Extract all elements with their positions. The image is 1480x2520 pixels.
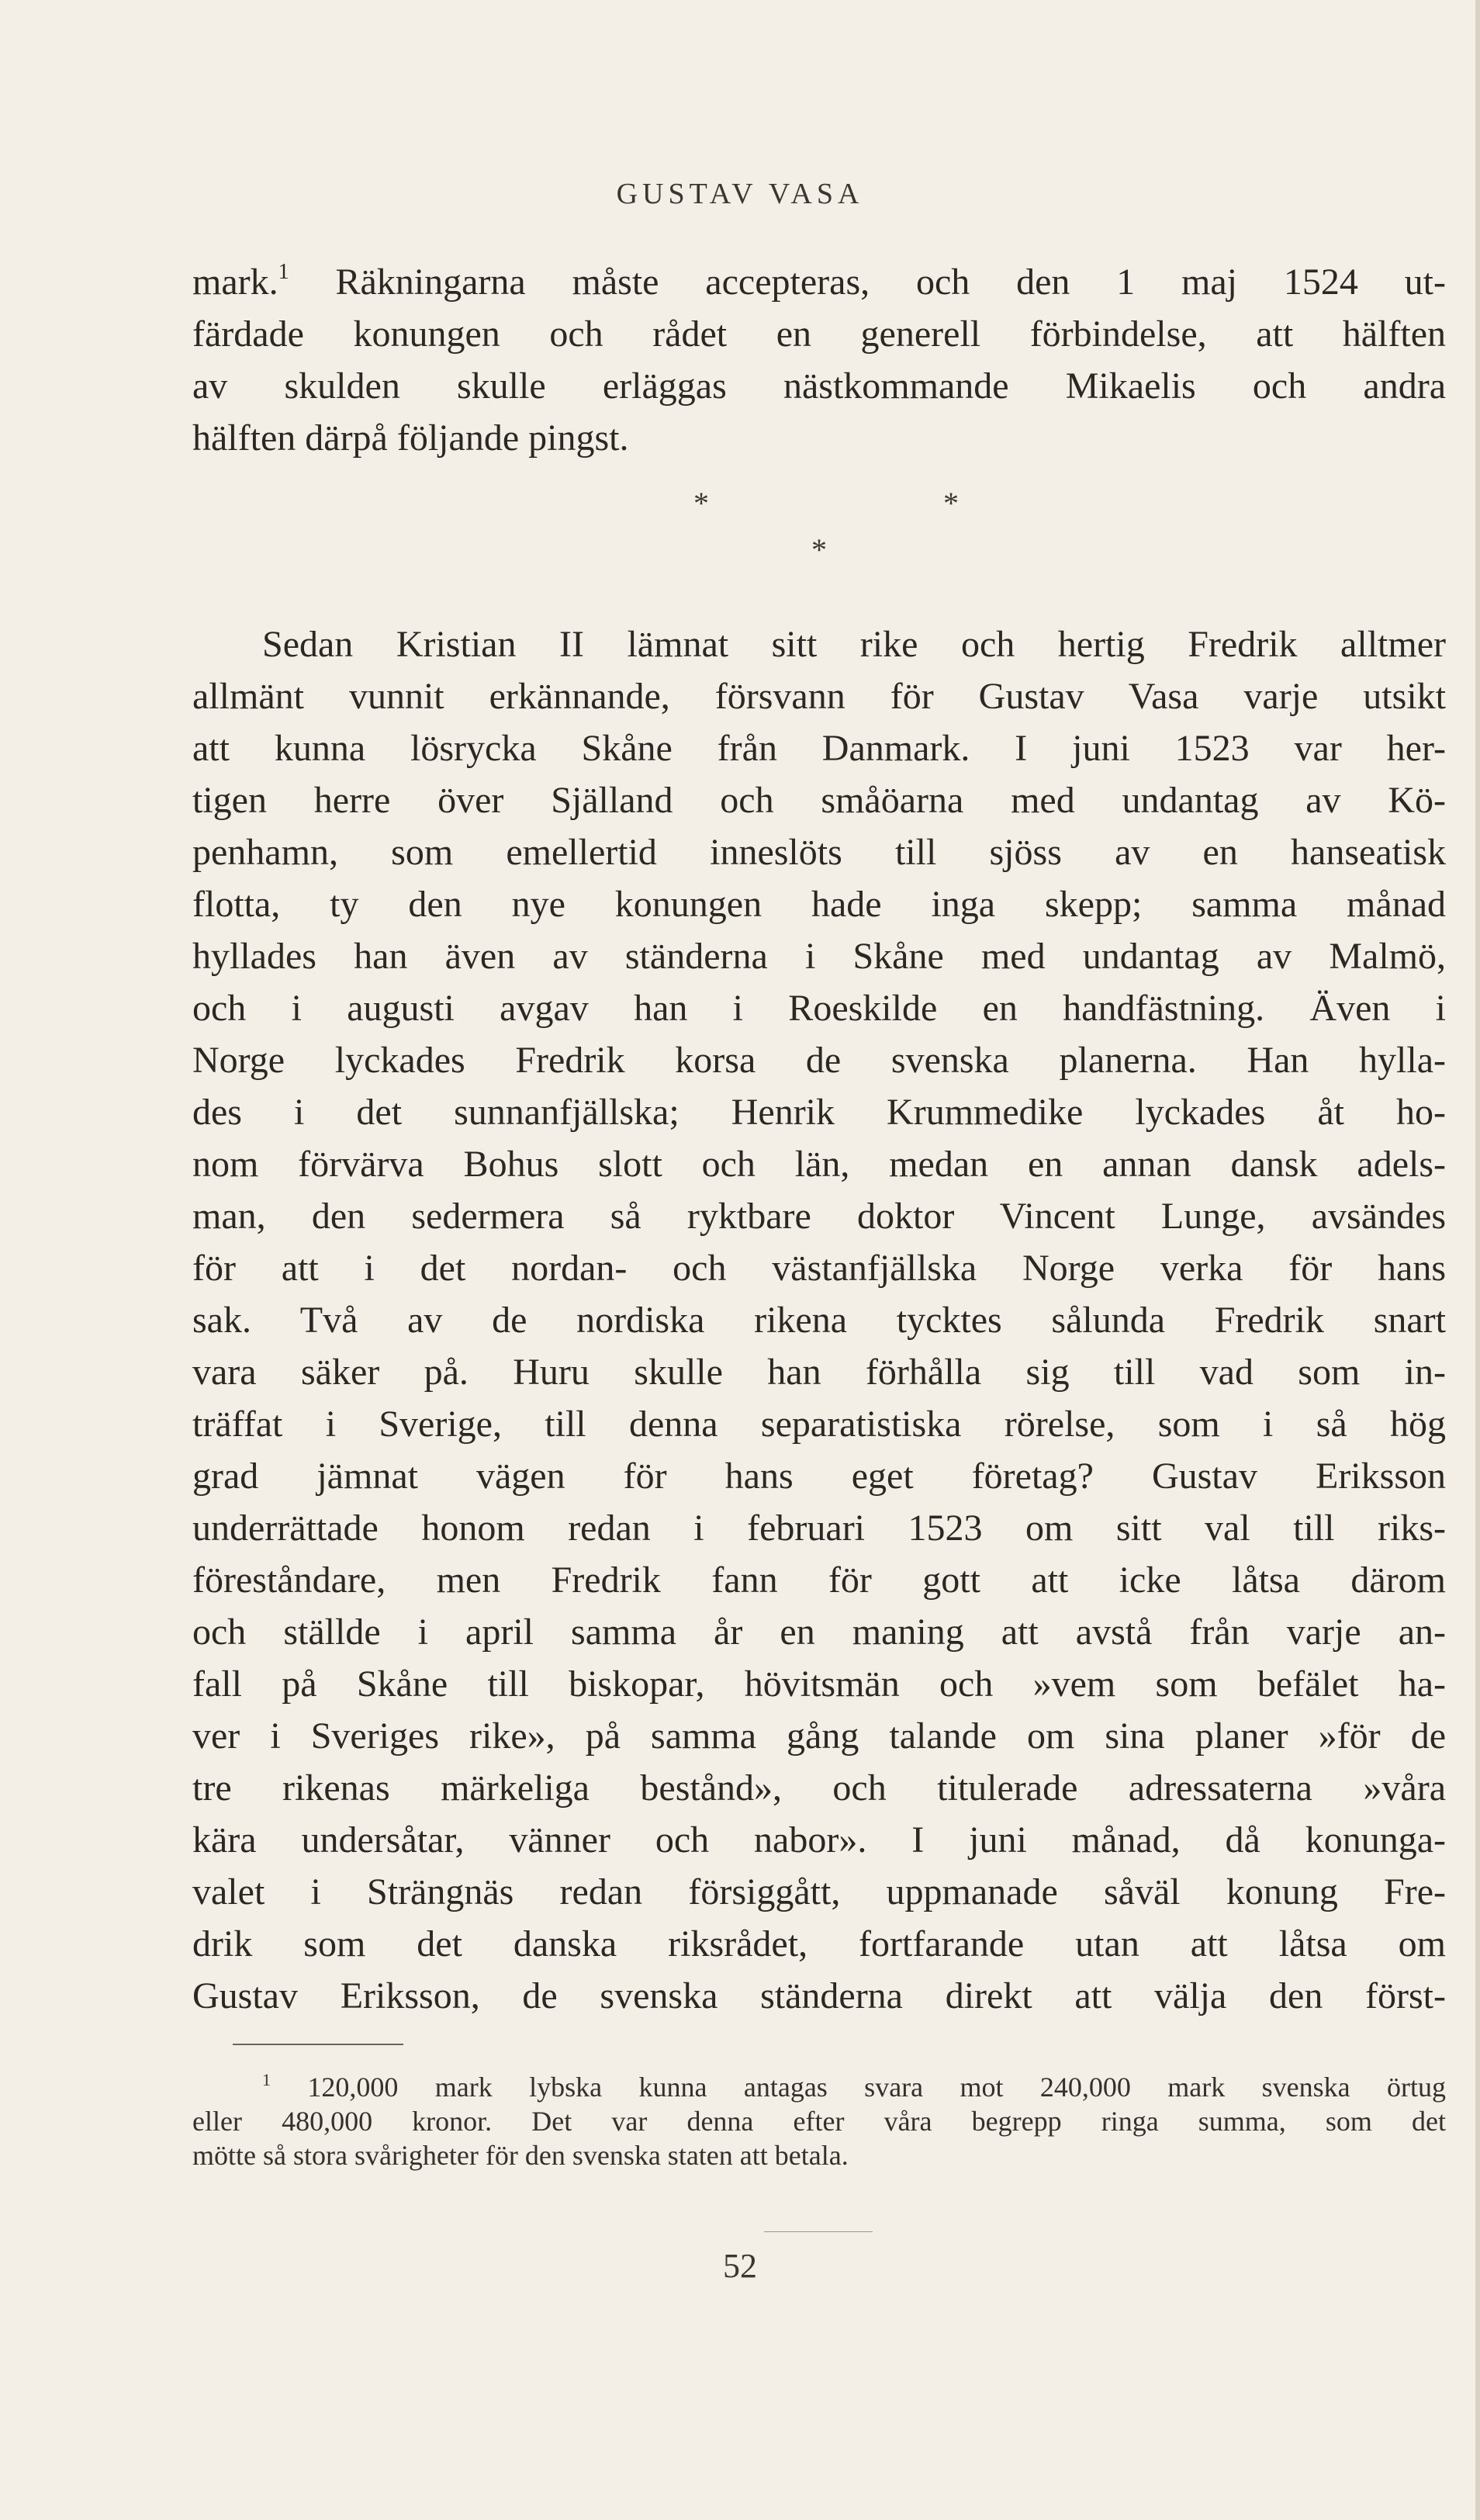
text-line: nom förvärva Bohus slott och län, medan en annan dansk adels-: [192, 1144, 1446, 1185]
text-line: hälften därpå följande pingst.: [192, 417, 629, 459]
running-head: GUSTAV VASA: [616, 178, 864, 210]
text-line: mark.$^1$ Räkningarna måste accepteras, och den 1 maj 1524 ut-: [192, 260, 1446, 303]
text-line: valet i Strängnäs redan försiggått, uppmanade såväl konung Fre-: [192, 1871, 1446, 1912]
text-line: allmänt vunnit erkännande, försvann för Gustav Vasa varje utsikt: [192, 676, 1446, 717]
text-line: Sedan Kristian II lämnat sitt rike och hertig Fredrik alltmer: [262, 624, 1446, 665]
text-line: föreståndare, men Fredrik fann för gott att icke låtsa därom: [192, 1559, 1446, 1601]
text-line: flotta, ty den nye konungen hade inga skepp; samma månad: [192, 884, 1446, 925]
page-edge: [1475, 0, 1480, 2520]
footnote-rule: [233, 2044, 403, 2045]
asterisk: *: [693, 486, 709, 521]
text-line: hyllades han även av ständerna i Skåne med undantag av Malmö,: [192, 936, 1446, 977]
text-line: tre rikenas märkeliga bestånd», och titulerade adressaterna »våra: [192, 1767, 1446, 1809]
paragraph-1: [192, 256, 1446, 464]
text-line: Norge lyckades Fredrik korsa de svenska planerna. Han hylla-: [192, 1040, 1446, 1081]
folio-rule: [764, 2231, 873, 2232]
footnote-line: mötte så stora svårigheter för den svenska staten att betala.: [192, 2140, 849, 2171]
footnote-number: 1: [262, 2070, 271, 2089]
text-line: vara säker på. Huru skulle han förhålla sig till vad som in-: [192, 1352, 1446, 1393]
text-line: och ställde i april samma år en maning att avstå från varje an-: [192, 1611, 1446, 1653]
text-line: Gustav Eriksson, de svenska ständerna direkt att välja den först-: [192, 1975, 1446, 2016]
text-line: ver i Sveriges rike», på samma gång talande om sina planer »för de: [192, 1715, 1446, 1757]
text-line: fall på Skåne till biskopar, hövitsmän och »vem som befälet ha-: [192, 1663, 1446, 1705]
text-line: underrättade honom redan i februari 1523 om sitt val till riks-: [192, 1508, 1446, 1549]
text-line: des i det sunnanfjällska; Henrik Krummedike lyckades åt ho-: [192, 1092, 1446, 1133]
text-line: för att i det nordan- och västanfjällska Norge verka för hans: [192, 1248, 1446, 1289]
asterisk: *: [943, 486, 959, 521]
text-line: av skulden skulle erläggas nästkommande Mikaelis och andra: [192, 365, 1446, 407]
footnotes: [192, 2070, 1446, 2172]
text-line: och i augusti avgav han i Roeskilde en handfästning. Även i: [192, 988, 1446, 1029]
text-line: att kunna lösrycka Skåne från Danmark. I juni 1523 var her-: [192, 728, 1446, 769]
text-line: kära undersåtar, vänner och nabor». I juni månad, då konunga-: [192, 1819, 1446, 1861]
footnote-line: eller 480,000 kronor. Det var denna efter våra begrepp ringa summa, som det: [192, 2106, 1446, 2137]
footnote-line: $^1$ 120,000 mark lybska kunna antagas svara mot 240,000 mark svenska örtug: [262, 2070, 1446, 2103]
text-line: penhamn, som emellertid inneslöts till sjöss av en hanseatisk: [192, 832, 1446, 873]
text-line: träffat i Sverige, till denna separatistiska rörelse, som i så hög: [192, 1404, 1446, 1445]
text-line: tigen herre över Själland och småöarna med undantag av Kö-: [192, 780, 1446, 821]
text-line: grad jämnat vägen för hans eget företag? Gustav Eriksson: [192, 1456, 1446, 1497]
footnote-marker[interactable]: 1: [278, 260, 289, 284]
page-number: 52: [723, 2247, 757, 2285]
asterisk: *: [811, 532, 827, 567]
section-asterism: [0, 485, 1480, 594]
text-line: drik som det danska riksrådet, fortfarande utan att låtsa om: [192, 1923, 1446, 1964]
paragraph-2: [192, 618, 1446, 2022]
text-line: man, den sedermera så ryktbare doktor Vincent Lunge, avsändes: [192, 1196, 1446, 1237]
text-line: sak. Två av de nordiska rikena tycktes sålunda Fredrik snart: [192, 1300, 1446, 1341]
text-line: färdade konungen och rådet en generell förbindelse, att hälften: [192, 313, 1446, 355]
